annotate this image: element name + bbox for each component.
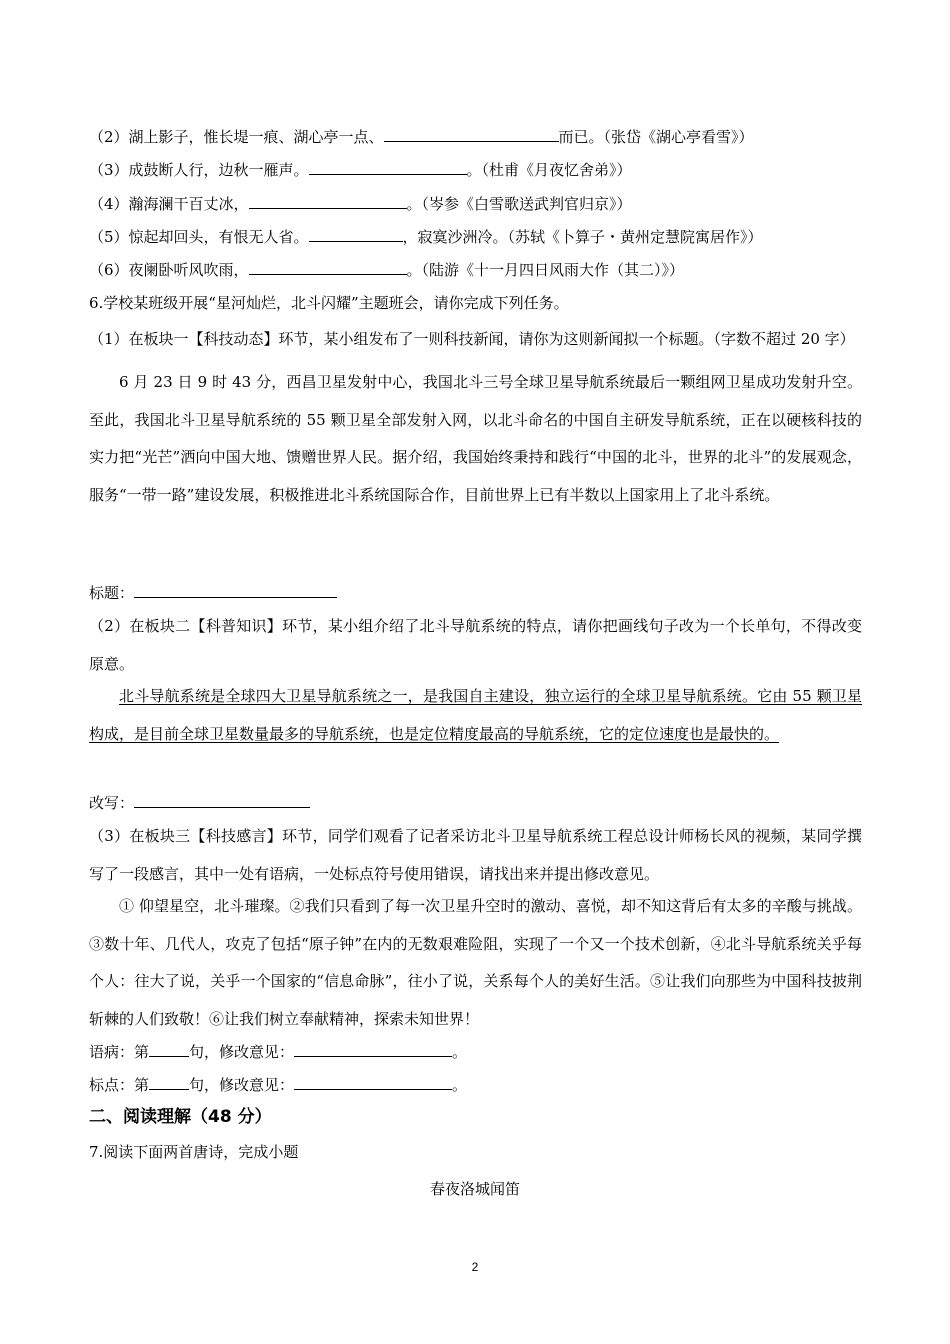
news-passage: 6 月 23 日 9 时 43 分，西昌卫星发射中心，我国北斗三号全球卫星导航系统最后一颗组网卫星成功发射升空。至此，我国北斗卫星导航系统的 55 颗卫星全部发射入网，以北斗命名的中国自主研发导航系统，正在以硬核科技的实力把“光芒”洒向中国大地、馈赠世界人民。据介绍，我国始终秉持和践行“中国的北斗，世界的北斗”的发展观念，服务“一带一路”建设发展，积极推进北斗系统国际合作，目前世界上已有半数以上国家用上了北斗系统。 xyxy=(89,373,862,504)
sentence-number-blank[interactable] xyxy=(149,1074,189,1090)
title-answer-line xyxy=(89,582,337,604)
underlined-passage xyxy=(89,678,862,753)
q5-item-2 xyxy=(89,126,754,148)
section-heading: 二、阅读理解（48 分） xyxy=(89,1107,272,1127)
title-label: 标题： xyxy=(89,584,135,602)
punct-mid: 句，修改意见： xyxy=(189,1076,295,1094)
rewrite-answer-line xyxy=(89,792,310,814)
sentence-number-blank[interactable] xyxy=(149,1041,189,1057)
q5-item-3 xyxy=(89,159,632,181)
correction-blank[interactable] xyxy=(294,1041,452,1057)
q5-item-4 xyxy=(89,193,632,215)
punctuation-error-line xyxy=(89,1074,467,1096)
q5-item-3-pre: （3）成鼓断人行，边秋一雁声。 xyxy=(89,161,309,179)
q5-item-2-post: 而已。（张岱《湖心亭看雪》） xyxy=(558,128,754,146)
q5-item-3-post: 。（杜甫《月夜忆舍弟》） xyxy=(466,161,632,179)
rewrite-blank[interactable] xyxy=(134,792,310,808)
poem-title: 春夜洛城闻笛 xyxy=(429,1180,520,1198)
grammar-label: 语病：第 xyxy=(89,1043,150,1061)
q6-intro: 6.学校某班级开展“星河灿烂，北斗闪耀”主题班会，请你完成下列任务。 xyxy=(89,294,569,312)
q5-item-6-post: 。（陆游《十一月四日风雨大作（其二）》） xyxy=(406,261,685,279)
grammar-error-line xyxy=(89,1041,467,1063)
answer-blank[interactable] xyxy=(309,226,403,242)
grammar-end: 。 xyxy=(452,1043,468,1061)
title-blank[interactable] xyxy=(134,582,337,598)
rewrite-label: 改写： xyxy=(89,794,135,812)
q5-item-4-post: 。（岑参《白雪歌送武判官归京》） xyxy=(406,195,632,213)
q5-item-5-post: ，寂寞沙洲冷。（苏轼《卜算子・黄州定慧院寓居作》） xyxy=(402,228,763,246)
punct-label: 标点：第 xyxy=(89,1076,150,1094)
q5-item-4-pre: （4）瀚海澜干百丈冰， xyxy=(89,195,249,213)
q5-item-5-pre: （5）惊起却回头，有恨无人省。 xyxy=(89,228,309,246)
punct-end: 。 xyxy=(452,1076,468,1094)
page-number: 2 xyxy=(471,1260,479,1274)
q7-prompt: 7.阅读下面两首唐诗，完成小题 xyxy=(89,1143,299,1161)
answer-blank[interactable] xyxy=(249,259,407,275)
q6-task-2: （2）在板块二【科普知识】环节，某小组介绍了北斗导航系统的特点，请你把画线句子改为一个长单句，不得改变原意。 xyxy=(89,617,862,673)
q6-task-1: （1）在板块一【科技动态】环节，某小组发布了一则科技新闻，请你为这则新闻拟一个标题。（字数不超过 20 字） xyxy=(89,330,855,348)
q5-item-5 xyxy=(89,226,763,248)
answer-blank[interactable] xyxy=(309,159,467,175)
answer-blank[interactable] xyxy=(249,193,407,209)
correction-blank[interactable] xyxy=(294,1074,452,1090)
speech-passage: ① 仰望星空，北斗璀璨。②我们只看到了每一次卫星升空时的激动、喜悦，却不知这背后有太多的辛酸与挑战。③数十年、几代人，攻克了包括“原子钟”在内的无数艰难险阻，实现了一个又一个技术创新，④北斗导航系统关乎每个人：往大了说，关乎一个国家的“信息命脉”，往小了说，关系每个人的美好生活。⑤让我们向那些为中国科技披荆斩棘的人们致敬！⑥让我们树立奉献精神，探索未知世界！ xyxy=(89,897,862,1028)
q6-task-3: （3）在板块三【科技感言】环节，同学们观看了记者采访北斗卫星导航系统工程总设计师杨长风的视频，某同学撰写了一段感言，其中一处有语病，一处标点符号使用错误，请找出来并提出修改意见。 xyxy=(89,827,862,883)
answer-blank[interactable] xyxy=(384,126,559,142)
q5-item-2-pre: （2）湖上影子，惟长堤一痕、湖心亭一点、 xyxy=(89,128,384,146)
q5-item-6-pre: （6）夜阑卧听风吹雨， xyxy=(89,261,249,279)
underlined-sentences: 北斗导航系统是全球四大卫星导航系统之一，是我国自主建设，独立运行的全球卫星导航系统。它由 55 颗卫星构成，是目前全球卫星数量最多的导航系统，也是定位精度最高的导航系统，它的定位速度也是最快的。 xyxy=(89,687,862,743)
q5-item-6 xyxy=(89,259,684,281)
grammar-mid: 句，修改意见： xyxy=(189,1043,295,1061)
